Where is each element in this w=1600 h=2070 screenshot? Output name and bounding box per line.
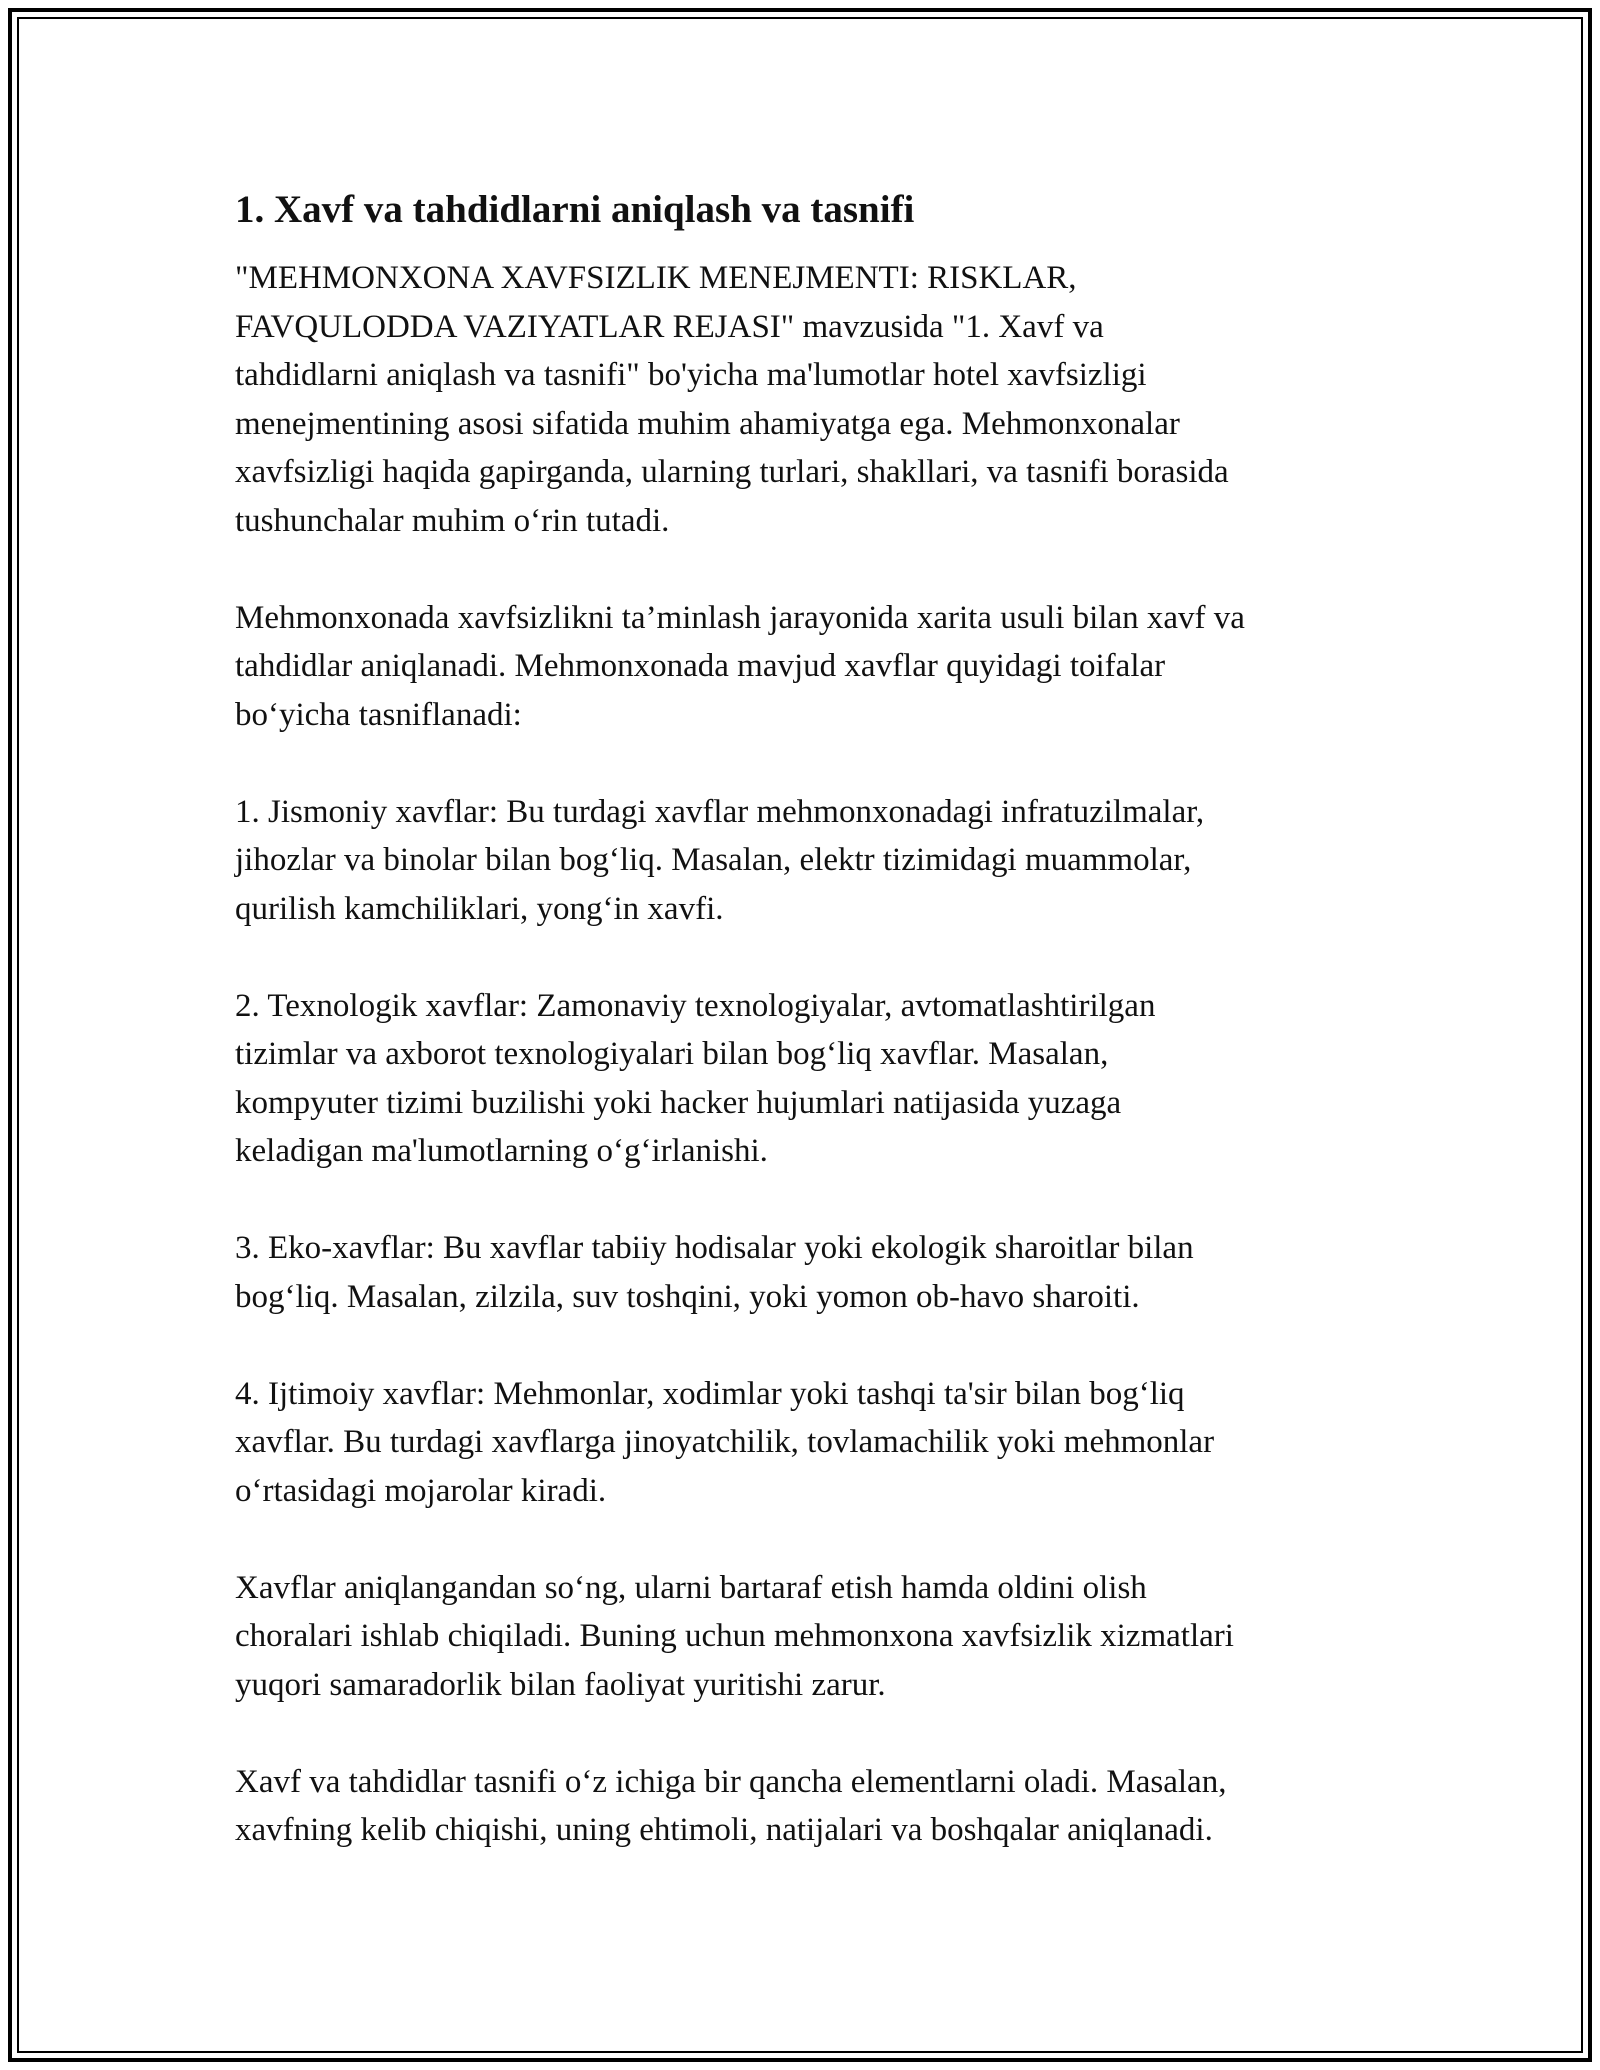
paragraph: [235, 594, 1365, 740]
paragraph-line: kompyuter tizimi buzilishi yoki hacker hujumlari natijasida yuzaga: [235, 1084, 1122, 1121]
paragraph-line: choralari ishlab chiqiladi. Buning uchun mehmonxona xavfsizlik xizmatlari: [235, 1618, 1234, 1654]
paragraph: [235, 1370, 1365, 1516]
paragraph-line: menejmentining asosi sifatida muhim ahamiyatga ega. Mehmonxonalar: [235, 405, 1180, 442]
paragraph-line: Mehmonxonada xavfsizlikni ta’minlash jarayonida xarita usuli bilan xavf va: [235, 599, 1245, 636]
document-body: [235, 186, 1365, 1903]
paragraph-line: Xavf va tahdidlar tasnifi oʻz ichiga bir qancha elementlarni oladi. Masalan,: [235, 1763, 1227, 1800]
paragraph-line: Xavflar aniqlangandan soʻng, ularni bartaraf etish hamda oldini olish: [235, 1569, 1147, 1606]
paragraph-line: xavfning kelib chiqishi, uning ehtimoli, natijalari va boshqalar aniqlanadi.: [235, 1812, 1213, 1848]
paragraph-line: tahdidlar aniqlanadi. Mehmonxonada mavjud xavflar quyidagi toifalar: [235, 648, 1166, 684]
paragraph-line: "MEHMONXONA XAVFSIZLIK MENEJMENTI: RISKLAR,: [235, 260, 1077, 296]
paragraph: [235, 982, 1365, 1176]
paragraph-line: 1. Jismoniy xavflar: Bu turdagi xavflar mehmonxonadagi infratuzilmalar,: [235, 793, 1205, 830]
paragraph-line: 2. Texnologik xavflar: Zamonaviy texnologiyalar, avtomatlashtirilgan: [235, 987, 1156, 1024]
paragraph: [235, 1224, 1365, 1321]
paragraph-line: FAVQULODDA VAZIYATLAR REJASI" mavzusida "1. Xavf va: [235, 308, 1104, 345]
paragraph-line: 4. Ijtimoiy xavflar: Mehmonlar, xodimlar yoki tashqi ta'sir bilan bogʻliq: [235, 1375, 1185, 1412]
paragraph-line: 3. Eko-xavflar: Bu xavflar tabiiy hodisalar yoki ekologik sharoitlar bilan: [235, 1230, 1194, 1266]
paragraph: [235, 1564, 1365, 1710]
paragraph-line: tushunchalar muhim oʻrin tutadi.: [235, 502, 670, 539]
paragraph-list: [235, 254, 1365, 1855]
paragraph-line: oʻrtasidagi mojarolar kiradi.: [235, 1472, 607, 1509]
paragraph-line: jihozlar va binolar bilan bogʻliq. Masalan, elektr tizimidagi muammolar,: [235, 842, 1192, 878]
paragraph-line: xavfsizligi haqida gapirganda, ularning turlari, shakllari, va tasnifi borasida: [235, 454, 1229, 490]
section-heading: 1. Xavf va tahdidlarni aniqlash va tasnifi: [235, 188, 915, 231]
paragraph: [235, 254, 1365, 545]
paragraph-line: yuqori samaradorlik bilan faoliyat yuritishi zarur.: [235, 1666, 886, 1703]
paragraph-line: bogʻliq. Masalan, zilzila, suv toshqini, yoki yomon ob-havo sharoiti.: [235, 1278, 1140, 1315]
paragraph: [235, 1758, 1365, 1855]
paragraph-line: keladigan ma'lumotlarning oʻgʻirlanishi.: [235, 1133, 768, 1169]
paragraph: [235, 788, 1365, 934]
paragraph-line: boʻyicha tasniflanadi:: [235, 696, 522, 733]
paragraph-line: qurilish kamchiliklari, yongʻin xavfi.: [235, 890, 724, 927]
paragraph-line: tahdidlarni aniqlash va tasnifi" bo'yicha ma'lumotlar hotel xavfsizligi: [235, 357, 1147, 393]
paragraph-line: xavflar. Bu turdagi xavflarga jinoyatchilik, tovlamachilik yoki mehmonlar: [235, 1424, 1215, 1460]
paragraph-line: tizimlar va axborot texnologiyalari bilan bogʻliq xavflar. Masalan,: [235, 1036, 1109, 1072]
